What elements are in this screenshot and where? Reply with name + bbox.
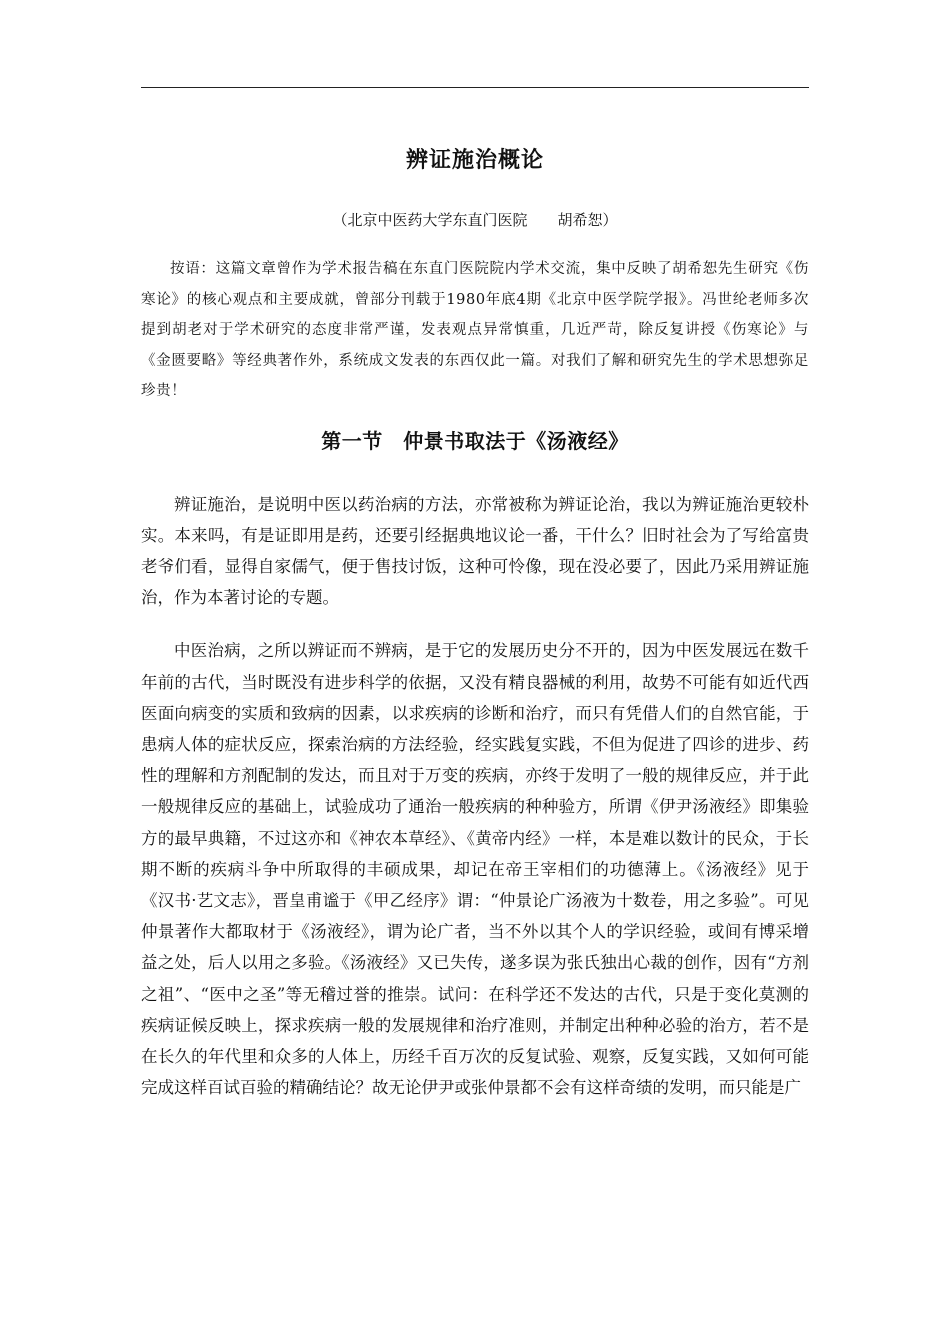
document-page [141,140,809,1103]
section-heading: 第一节 仲景书取法于《汤液经》 [321,428,629,453]
author-affiliation: （北京中医药大学东直门医院 胡希恕） [332,211,618,229]
header-rule [141,87,809,88]
document-title: 辨证施治概论 [405,147,544,173]
body-paragraph: 中医治病，之所以辨证而不辨病，是于它的发展历史分不开的，因为中医发展远在数千年前的古代，当时既没有进步科学的依据，又没有精良器械的利用，故势不可能有如近代西医面向病变的实质和致病的因素，以求疾病的诊断和治疗，而只有凭借人们的自然官能，于患病人体的症状反应，探索治病的方法经验，经实践复实践，不但为促进了四诊的进步、药性的理解和方剂配制的发达，而且对于万变的疾病，亦终于发明了一般的规律反应，并于此一般规律反应的基础上，试验成功了通治一般疾病的种种验方，所谓《伊尹汤液经》即集验方的最早典籍，不过这亦和《神农本草经》、《黄帝内经》一样，本是难以数计的民众，于长期不断的疾病斗争中所取得的丰硕成果，却记在帝王宰相们的功德薄上。《汤液经》见于《汉书·艺文志》，晋皇甫谧于《甲乙经序》谓：“仲景论广汤液为十数卷，用之多验”。可见仲景著作大都取材于《汤液经》，谓为论广者，当不外以其个人的学识经验，或间有博采增益之处，后人以用之多验。《汤液经》又已失传，遂多误为张氏独出心裁的创作，因有“方剂之祖”、“医中之圣”等无稽过誉的推崇。试问：在科学还不发达的古代，只是于变化莫测的疾病证候反映上，探求疾病一般的发展规律和治疗准则，并制定出种种必验的治方，若不是在长久的年代里和众多的人体上，历经千百万次的反复试验、观察，反复实践，又如何可能完成这样百试百验的精确结论？故无论伊尹或张仲景都不会有这样奇绩的发明，而只能是广 [141,641,809,1098]
editor-note: 按语：这篇文章曾作为学术报告稿在东直门医院院内学术交流，集中反映了胡希恕先生研究《伤寒论》的核心观点和主要成就，曾部分刊载于1980年底4期《北京中医学院学报》。冯世纶老师多次提到胡老对于学术研究的态度非常严谨，发表观点异常慎重，几近严苛，除反复讲授《伤寒论》与《金匮要略》等经典著作外，系统成文发表的东西仅此一篇。对我们了解和研究先生的学术思想弥足珍贵！ [141,261,809,399]
body-paragraph: 辨证施治，是说明中医以药治病的方法，亦常被称为辨证论治，我以为辨证施治更较朴实。本来吗，有是证即用是药，还要引经据典地议论一番，干什么？旧时社会为了写给富贵老爷们看，显得自家儒气，便于售技讨饭，这种可怜像，现在没必要了，因此乃采用辨证施治，作为本著讨论的专题。 [141,494,809,608]
